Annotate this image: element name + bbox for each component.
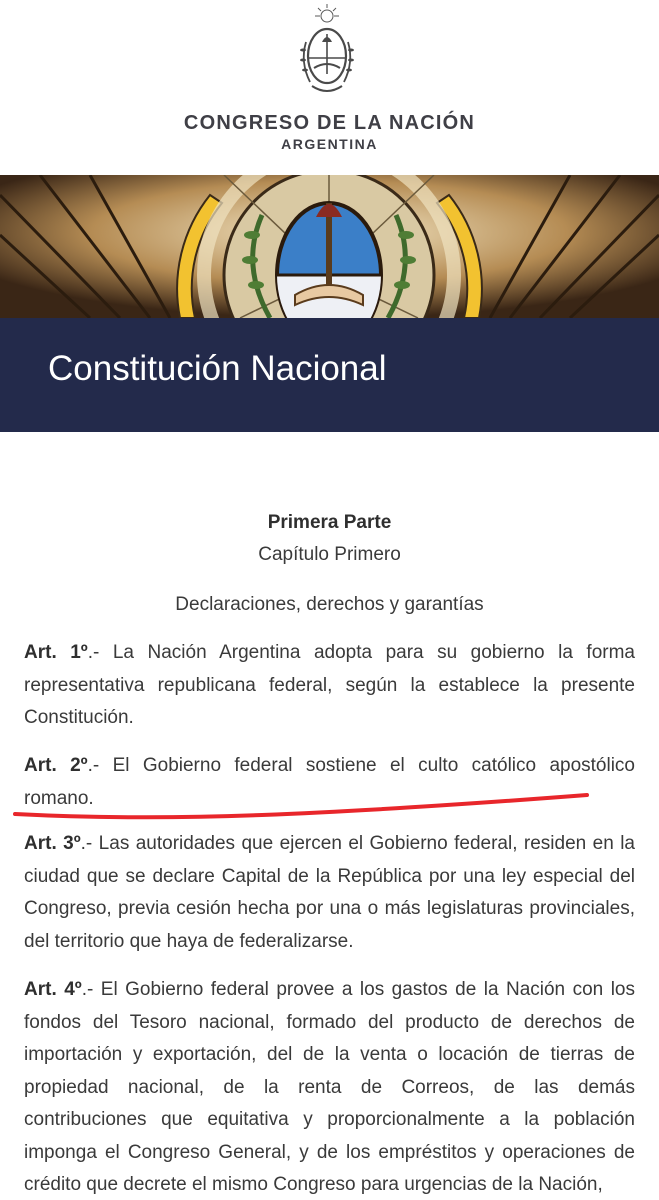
article-text: .- El Gobierno federal sostiene el culto católico apostólico romano. (24, 755, 635, 809)
red-underline-annotation (12, 787, 590, 823)
page-title: Constitución Nacional (48, 349, 387, 388)
coat-of-arms-icon[interactable] (292, 2, 362, 100)
article-1 (24, 637, 635, 735)
article-label: Art. 3º (24, 833, 81, 854)
article-label: Art. 2º (24, 755, 88, 776)
org-name: CONGRESO DE LA NACIÓN (183, 112, 476, 134)
part-title: Primera Parte (267, 512, 392, 533)
article-label: Art. 4º (24, 979, 82, 1000)
article-4 (24, 974, 635, 1200)
article-3 (24, 828, 635, 958)
org-country: ARGENTINA (281, 136, 378, 152)
stained-glass-banner (0, 175, 659, 318)
article-text: .- Las autoridades que ejercen el Gobierno federal, residen en la ciudad que se declare Capital de la República por una ley especial del Congreso, previa cesión hecha por una o más legislaturas provinciales, del territorio que haya de federalizarse. (24, 833, 635, 952)
chapter-title: Capítulo Primero (258, 544, 401, 565)
article-text: .- El Gobierno federal provee a los gastos de la Nación con los fondos del Tesoro nacional, formado del producto de derechos de importación y exportación, del de la venta o locación de tierras de propiedad nacional, de la renta de Correos, de las demás contribuciones que equitativa y proporcionalmente a la población imponga el Congreso General, y de los empréstitos y operaciones de crédito que decrete el mismo Congreso para urgencias de la Nación, (24, 979, 635, 1195)
section-title: Declaraciones, derechos y garantías (175, 594, 484, 615)
stained-glass-image (0, 175, 659, 318)
site-header (0, 0, 659, 175)
article-label: Art. 1º (24, 642, 88, 663)
title-band (0, 318, 659, 432)
article-text: .- La Nación Argentina adopta para su gobierno la forma representativa republicana federal, según la establece la presente Constitución. (24, 642, 635, 728)
